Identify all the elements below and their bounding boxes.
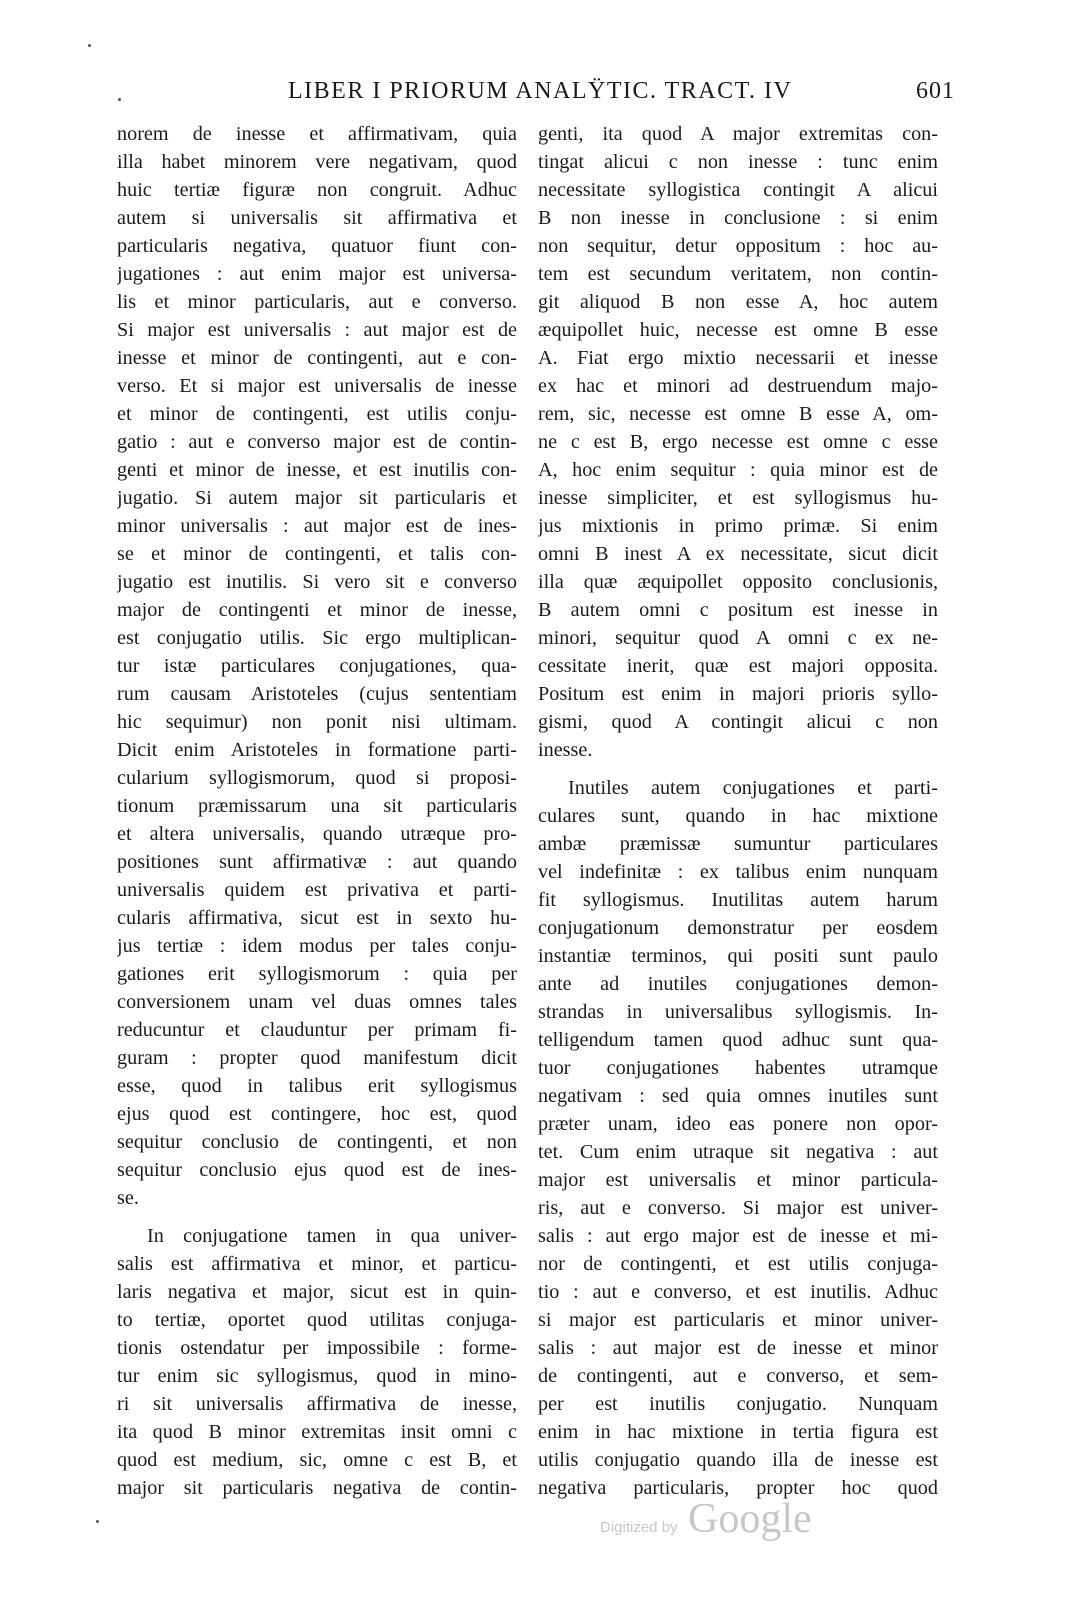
text-line: telligendum tamen quod adhuc sunt qua- <box>538 1029 938 1051</box>
text-line: A. Fiat ergo mixtio necessarii et inesse <box>538 347 938 369</box>
text-line: major est universalis et minor particula- <box>538 1169 938 1191</box>
text-line: fit syllogismus. Inutilitas autem harum <box>538 889 938 911</box>
text-line: particularis negativa, quatuor fiunt con- <box>117 235 517 257</box>
text-line: autem si universalis sit affirmativa et <box>117 207 517 229</box>
text-line: per est inutilis conjugatio. Nunquam <box>538 1393 938 1415</box>
text-line: si major est particularis et minor univer- <box>538 1309 938 1331</box>
text-line: In conjugatione tamen in qua univer- <box>147 1225 517 1247</box>
text-line: inesse simpliciter, et est syllogismus hu- <box>538 487 938 509</box>
text-line: genti et minor de inesse, et est inutilis con- <box>117 459 517 481</box>
text-line: universalis quidem est privativa et parti- <box>117 879 517 901</box>
text-line: tio : aut e converso, et est inutilis. Adhuc <box>538 1281 938 1303</box>
text-line: gatio : aut e converso major est de contin- <box>117 431 517 453</box>
text-line: negativam : sed quia omnes inutiles sunt <box>538 1085 938 1107</box>
text-line: jus mixtionis in primo primæ. Si enim <box>538 515 938 537</box>
text-line: inesse et minor de contingenti, aut e con- <box>117 347 517 369</box>
text-line: et altera universalis, quando utræque pro- <box>117 823 517 845</box>
text-line: rem, sic, necesse est omne B esse A, om- <box>538 403 938 425</box>
text-line: rum causam Aristoteles (cujus sententiam <box>117 683 517 705</box>
text-line: huic tertiæ figuræ non congruit. Adhuc <box>117 179 517 201</box>
text-line: conjugationum demonstratur per eosdem <box>538 917 938 939</box>
text-line: utilis conjugatio quando illa de inesse est <box>538 1449 938 1471</box>
text-line: git aliquod B non esse A, hoc autem <box>538 291 938 313</box>
text-line: major de contingenti et minor de inesse, <box>117 599 517 621</box>
running-header <box>120 78 955 108</box>
page-number: 601 <box>916 78 955 104</box>
left-text-column <box>117 120 517 1502</box>
text-line: Si major est universalis : aut major est de <box>117 319 517 341</box>
text-line: cessitate inerit, quæ est majori opposita. <box>538 655 938 677</box>
text-line: verso. Et si major est universalis de inesse <box>117 375 517 397</box>
text-line: illa habet minorem vere negativam, quod <box>117 151 517 173</box>
text-line: salis : aut ergo major est de inesse et mi- <box>538 1225 938 1247</box>
text-line: minor universalis : aut major est de ines- <box>117 515 517 537</box>
text-line: salis : aut major est de inesse et minor <box>538 1337 938 1359</box>
watermark-google-logo: Google <box>688 1496 812 1542</box>
text-line: cularis affirmativa, sicut est in sexto hu- <box>117 907 517 929</box>
watermark-digitized-text: Digitized by <box>600 1519 678 1536</box>
text-line: lis et minor particularis, aut e converso. <box>117 291 517 313</box>
text-line: vel indefinitæ : ex talibus enim nunquam <box>538 861 938 883</box>
text-line: tionum præmissarum una sit particularis <box>117 795 517 817</box>
text-line: et minor de contingenti, est utilis conju- <box>117 403 517 425</box>
text-line: se. <box>117 1187 139 1209</box>
text-line: ex hac et minori ad destruendum majo- <box>538 375 938 397</box>
text-line: tuor conjugationes habentes utramque <box>538 1057 938 1079</box>
text-line: B non inesse in conclusione : si enim <box>538 207 938 229</box>
text-line: sequitur conclusio de contingenti, et non <box>117 1131 517 1153</box>
text-line: major sit particularis negativa de contin- <box>117 1477 517 1499</box>
text-line: tet. Cum enim utraque sit negativa : aut <box>538 1141 938 1163</box>
text-line: gismi, quod A contingit alicui c non <box>538 711 938 733</box>
paragraph-gap <box>538 764 938 774</box>
text-line: genti, ita quod A major extremitas con- <box>538 123 938 145</box>
text-line: tur istæ particulares conjugationes, qua- <box>117 655 517 677</box>
text-line: jugatio. Si autem major sit particularis et <box>117 487 517 509</box>
text-line: omni B inest A ex necessitate, sicut dicit <box>538 543 938 565</box>
text-line: tur enim sic syllogismus, quod in mino- <box>117 1365 517 1387</box>
scan-speck <box>118 98 121 101</box>
right-text-column <box>538 120 938 1502</box>
text-line: ejus quod est contingere, hoc est, quod <box>117 1103 517 1125</box>
text-line: positiones sunt affirmativæ : aut quando <box>117 851 517 873</box>
text-line: cularium syllogismorum, quod si proposi- <box>117 767 517 789</box>
text-line: præter unam, ideo eas ponere non opor- <box>538 1113 938 1135</box>
text-line: nor de contingenti, et est utilis conjuga- <box>538 1253 938 1275</box>
text-line: guram : propter quod manifestum dicit <box>117 1047 517 1069</box>
text-line: B autem omni c positum est inesse in <box>538 599 938 621</box>
scan-speck <box>88 44 91 47</box>
text-line: conversionem unam vel duas omnes tales <box>117 991 517 1013</box>
text-line: Inutiles autem conjugationes et parti- <box>568 777 938 799</box>
text-line: est conjugatio utilis. Sic ergo multiplican- <box>117 627 517 649</box>
text-line: ambæ præmissæ sumuntur particulares <box>538 833 938 855</box>
scan-speck <box>96 1520 99 1523</box>
text-line: Dicit enim Aristoteles in formatione parti- <box>117 739 517 761</box>
text-line: ne c est B, ergo necesse est omne c esse <box>538 431 938 453</box>
text-line: norem de inesse et affirmativam, quia <box>117 123 517 145</box>
text-line: æquipollet huic, necesse est omne B esse <box>538 319 938 341</box>
text-line: culares sunt, quando in hac mixtione <box>538 805 938 827</box>
text-line: jus tertiæ : idem modus per tales conju- <box>117 935 517 957</box>
text-line: necessitate syllogistica contingit A alicui <box>538 179 938 201</box>
text-line: Positum est enim in majori prioris syllo- <box>538 683 938 705</box>
text-line: to tertiæ, oportet quod utilitas conjuga- <box>117 1309 517 1331</box>
text-line: de contingenti, aut e converso, et sem- <box>538 1365 938 1387</box>
text-line: laris negativa et major, sicut est in quin- <box>117 1281 517 1303</box>
text-line: ris, aut e converso. Si major est univer- <box>538 1197 938 1219</box>
text-line: gationes erit syllogismorum : quia per <box>117 963 517 985</box>
text-line: instantiæ terminos, qui positi sunt paulo <box>538 945 938 967</box>
text-line: ante ad inutiles conjugationes demon- <box>538 973 938 995</box>
text-line: illa quæ æquipollet opposito conclusionis, <box>538 571 938 593</box>
text-line: minori, sequitur quod A omni c ex ne- <box>538 627 938 649</box>
text-line: negativa particularis, propter hoc quod <box>538 1477 938 1499</box>
text-line: tingat alicui c non inesse : tunc enim <box>538 151 938 173</box>
digitized-by-google-watermark <box>600 1495 840 1545</box>
text-line: se et minor de contingenti, et talis con- <box>117 543 517 565</box>
text-line: inesse. <box>538 739 593 761</box>
text-line: quod est medium, sic, omne c est B, et <box>117 1449 517 1471</box>
text-line: strandas in universalibus syllogismis. In- <box>538 1001 938 1023</box>
text-line: tem est secundum veritatem, non contin- <box>538 263 938 285</box>
text-line: ita quod B minor extremitas insit omni c <box>117 1421 517 1443</box>
text-line: sequitur conclusio ejus quod est de ines- <box>117 1159 517 1181</box>
running-title: LIBER I PRIORUM ANALŸTIC. TRACT. IV <box>288 78 793 104</box>
text-line: tionis ostendatur per impossibile : forme- <box>117 1337 517 1359</box>
text-line: hic sequimur) non ponit nisi ultimam. <box>117 711 517 733</box>
paragraph-gap <box>117 1212 517 1222</box>
text-line: jugationes : aut enim major est universa- <box>117 263 517 285</box>
text-line: enim in hac mixtione in tertia figura est <box>538 1421 938 1443</box>
text-line: salis est affirmativa et minor, et particu- <box>117 1253 517 1275</box>
text-line: esse, quod in talibus erit syllogismus <box>117 1075 517 1097</box>
text-line: ri sit universalis affirmativa de inesse, <box>117 1393 517 1415</box>
text-line: A, hoc enim sequitur : quia minor est de <box>538 459 938 481</box>
text-line: non sequitur, detur oppositum : hoc au- <box>538 235 938 257</box>
text-line: reducuntur et clauduntur per primam fi- <box>117 1019 517 1041</box>
text-line: jugatio est inutilis. Si vero sit e converso <box>117 571 517 593</box>
